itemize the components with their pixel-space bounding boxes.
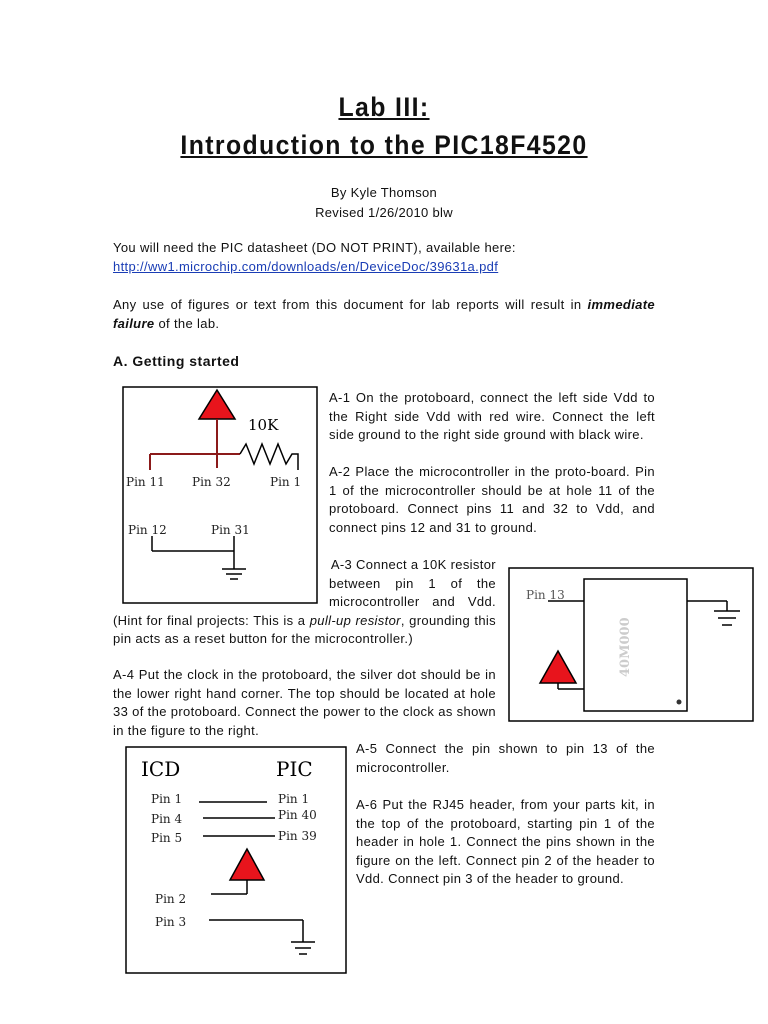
section-heading-getting-started: A. Getting started: [113, 353, 240, 369]
pic-pin40-label: Pin 40: [278, 808, 317, 822]
icd-label: ICD: [141, 757, 181, 781]
warning-text: Any use of figures or text from this document for lab reports will result in: [113, 297, 582, 312]
hint-text-end: , grounding this pin acts as a reset button for the microcontroller.): [113, 612, 497, 646]
pin1-label: Pin 1: [270, 475, 302, 489]
step-a4: A-4 Put the clock in the protoboard, the silver dot should be in the lower right hand corner. The top should be located at hole 33 of the protoboard. Connect the power to the clock as shown in the figure to the right.: [113, 667, 496, 738]
step-a3-line2: between pin 1 of the: [329, 575, 496, 591]
silver-dot: [677, 700, 682, 705]
step-a2: A-2 Place the microcontroller in the proto-board. Pin 1 of the microcontroller should be at hole 11 of the protoboard. Connect pins 11 and 32 to Vdd, and connect pins 12 and 31 to ground.: [329, 464, 655, 535]
page-title-line1: Lab III:: [338, 92, 430, 122]
datasheet-text: You will need the PIC datasheet (DO NOT PRINT), available here:: [113, 240, 516, 255]
step-a5: A-5 Connect the pin shown to pin 13 of the microcontroller.: [356, 741, 655, 775]
pic-pin39-label: Pin 39: [278, 829, 317, 843]
pin11-label: Pin 11: [126, 475, 165, 489]
author: By Kyle Thomson: [330, 185, 438, 200]
pin13-label: Pin 13: [526, 588, 565, 602]
datasheet-link[interactable]: http://ww1.microchip.com/downloads/en/DeviceDoc/39631a.pdf: [113, 258, 499, 274]
pic-label: PIC: [276, 757, 313, 781]
warning-emphasis-1: immediate: [587, 297, 655, 312]
revision-date: Revised 1/26/2010 blw: [315, 205, 453, 220]
icd-figure: [125, 746, 347, 974]
resistor-label: 10K: [248, 416, 279, 434]
icd-pin2-label: Pin 2: [155, 892, 187, 906]
pic-pin1-label: Pin 1: [278, 792, 310, 806]
clock-figure: [508, 567, 754, 722]
resistor-figure: [122, 386, 318, 604]
step-a3-line3: microcontroller and Vdd.: [329, 594, 496, 609]
warning-paragraph: [113, 296, 655, 333]
icd-pin4-label: Pin 4: [151, 812, 183, 826]
warning-text-end: of the lab.: [158, 315, 220, 331]
icd-pin5-label: Pin 5: [151, 831, 183, 845]
clock-chip: [584, 579, 687, 711]
page-title-line2: Introduction to the PIC18F4520: [180, 130, 588, 160]
step-a3-hint: [113, 612, 496, 649]
pin32-label: Pin 32: [192, 475, 231, 489]
warning-emphasis-2: failure: [113, 315, 155, 331]
datasheet-paragraph: [113, 239, 658, 276]
hint-text: (Hint for final projects: This is a: [113, 612, 306, 628]
step-a6: A-6 Put the RJ45 header, from your parts kit, in the top of the protoboard, starting pin 1 of the header in hole 1. Connect the pins shown in the figure on the left. Connect pin 2 of the header to Vdd. Connect pin 3 of the header to ground.: [356, 797, 655, 886]
hint-emphasis: pull-up resistor: [309, 612, 401, 628]
icd-pin3-label: Pin 3: [155, 915, 187, 929]
chip-label: 40M000: [618, 617, 633, 677]
icd-pin1-label: Pin 1: [151, 792, 183, 806]
pin12-label: Pin 12: [128, 523, 167, 537]
step-a1: A-1 On the protoboard, connect the left side Vdd to the Right side Vdd with red wire. Connect the left side ground to the right side ground with black wire.: [329, 390, 655, 442]
pin31-label: Pin 31: [211, 523, 250, 537]
step-a3-line1: A-3 Connect a 10K resistor: [330, 557, 496, 572]
